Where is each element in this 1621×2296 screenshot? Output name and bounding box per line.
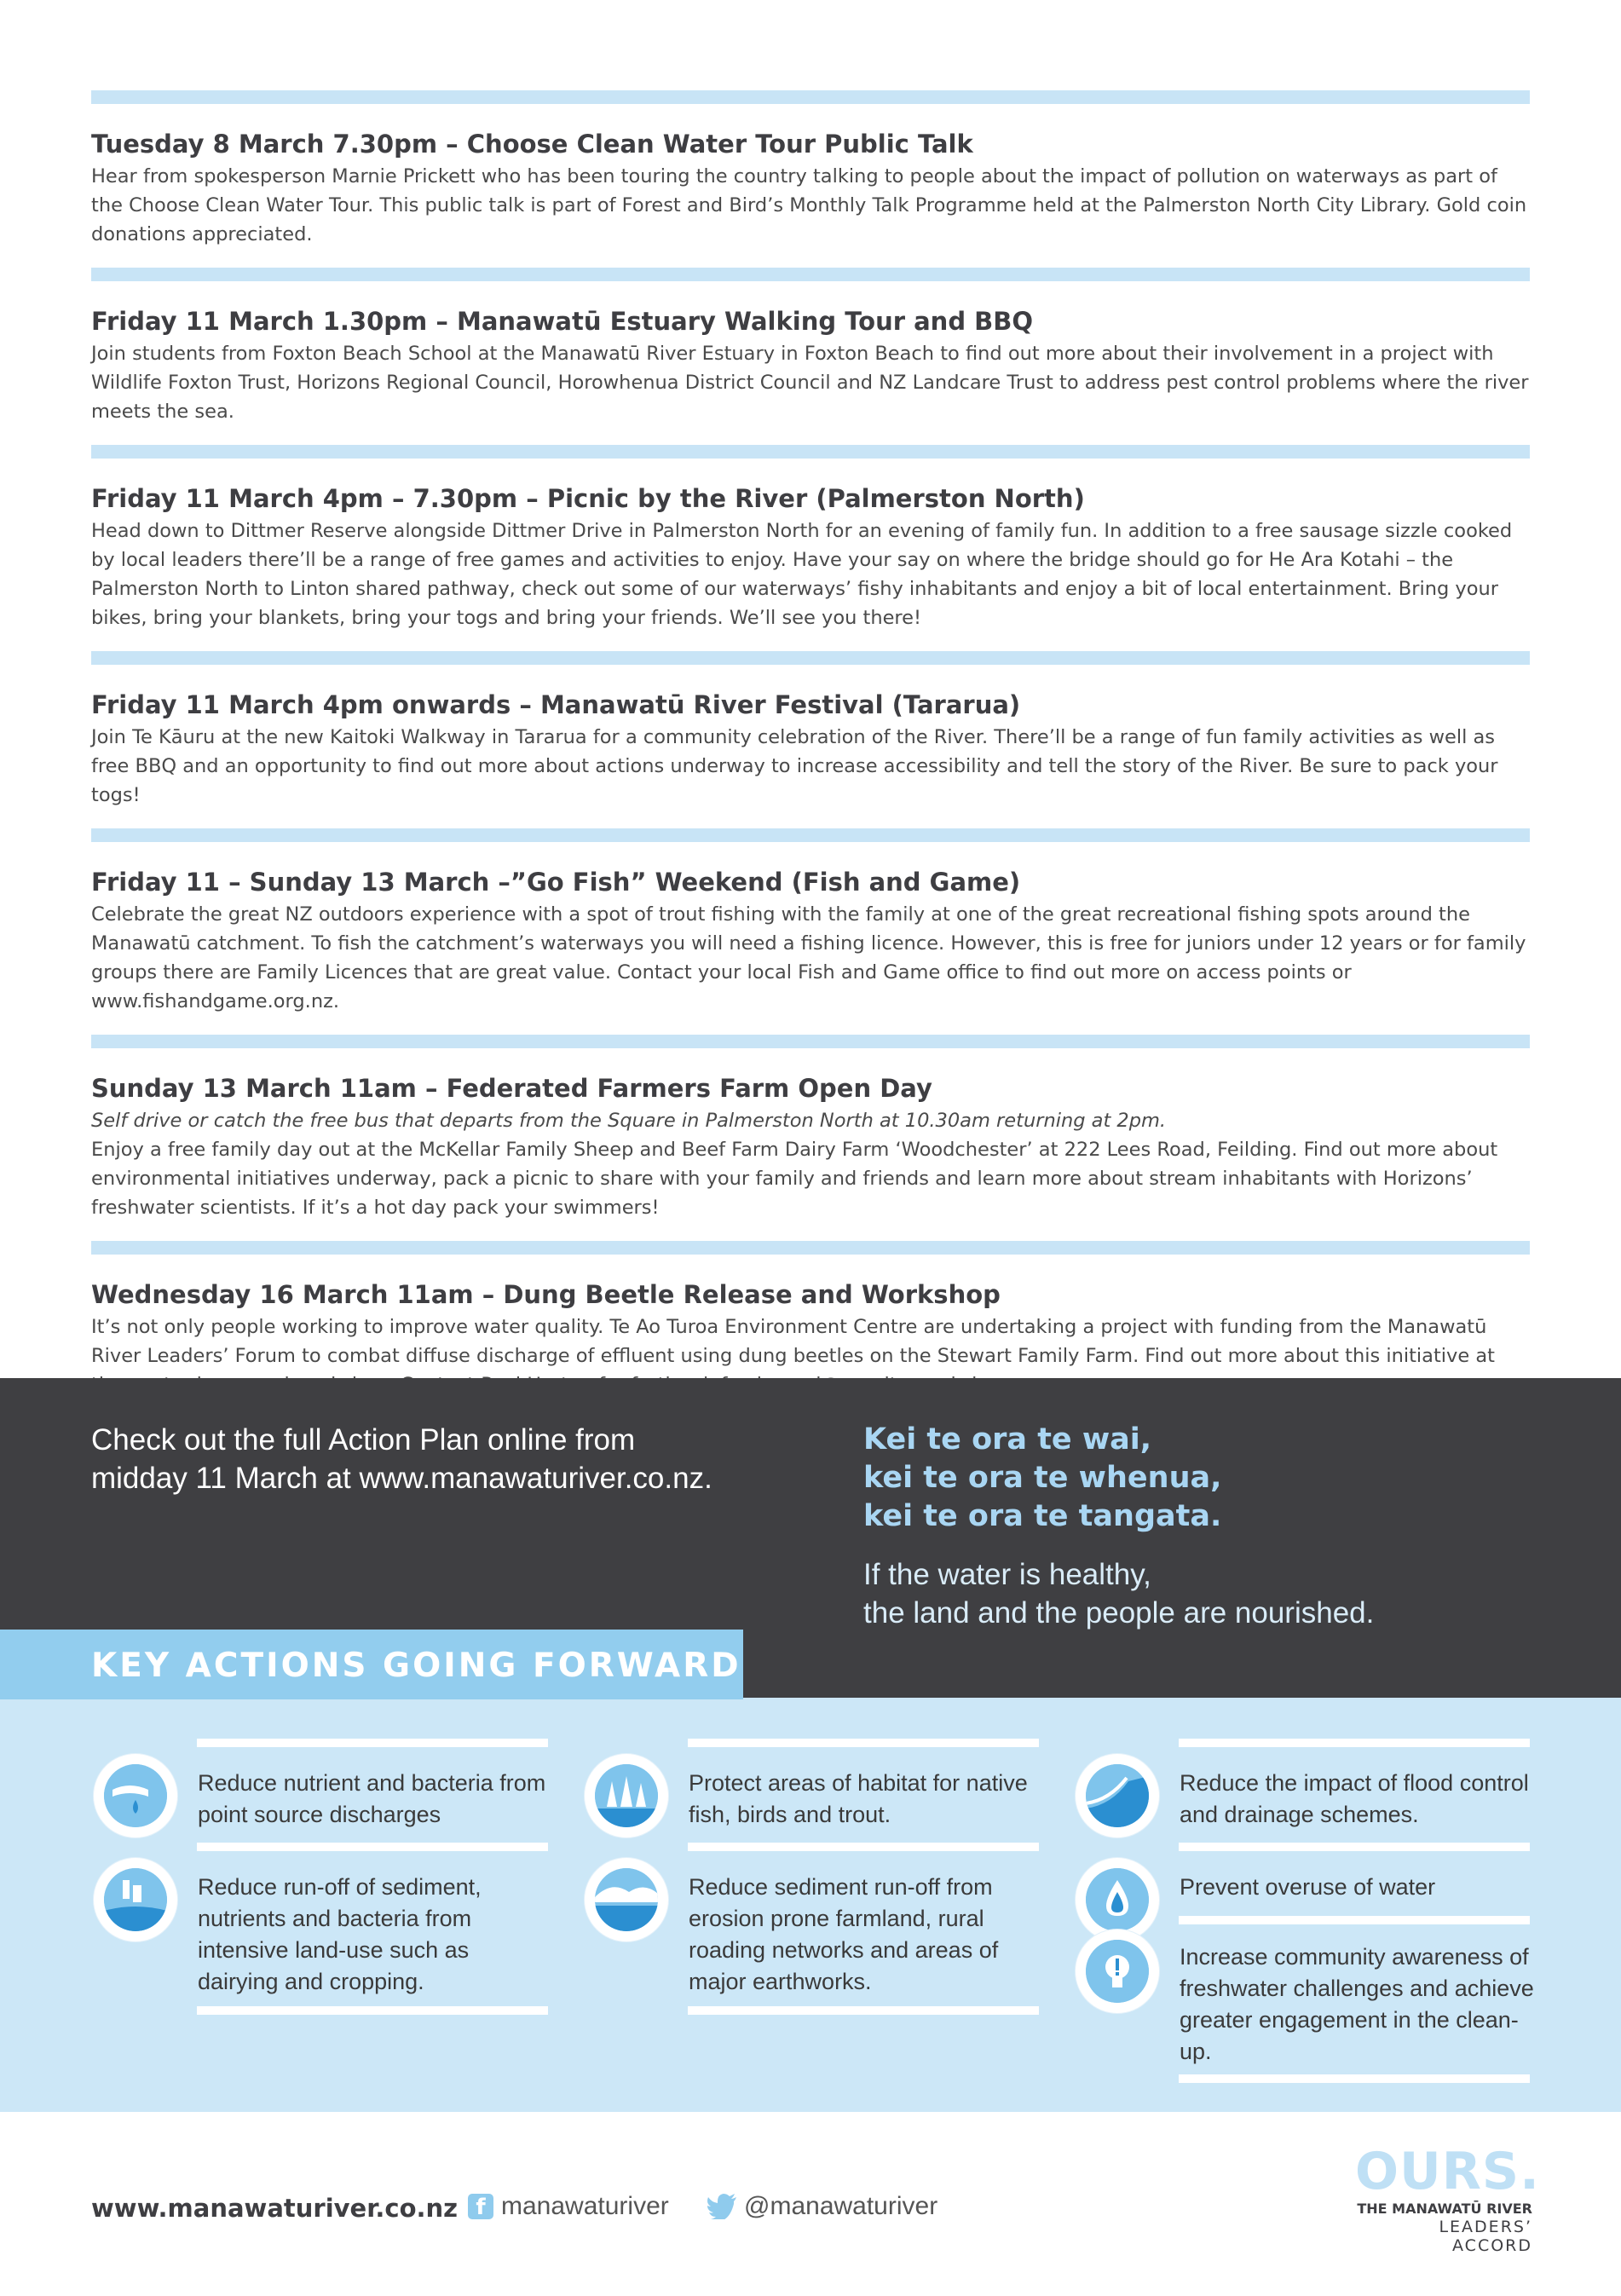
event-body: It’s not only people working to improve water quality. Te Ao Turoa Environment Centre are undertaking a project with funding from the Manawatū River Leaders’ Forum to combat diffuse discharge of effluent using dung beetles on the Stewart Family Farm. Find out more about this initiative at xyxy=(91,1316,1495,1367)
cta-line: Check out the full Action Plan online from xyxy=(91,1423,636,1457)
divider xyxy=(197,1843,548,1851)
event-title: Sunday 13 March 11am – Federated Farmers Farm Open Day xyxy=(91,1074,932,1103)
logo-line: LEADERS’ ACCORD xyxy=(1439,2218,1532,2255)
facebook-icon[interactable]: f xyxy=(468,2194,493,2219)
logo-wordmark: OURS. xyxy=(1355,2142,1540,2201)
key-actions-section xyxy=(0,1698,1621,2112)
translation-line: the land and the people are nourished. xyxy=(863,1596,1375,1630)
event-title: Friday 11 March 4pm onwards – Manawatū River Festival (Tararua) xyxy=(91,690,1021,719)
event-body: Celebrate the great NZ outdoors experience with a spot of trout fishing with the family at one of the great recreational fishing spots around the Manawatū catchment. To fish the catchment’s waterways you will need a fishing licence. However, this is free for juniors under 12 years or for family groups there are Family Licences that are great value. Contact your local Fish and Game office to find out more on access points or www.fishandgame.org.nz. xyxy=(91,903,1526,1012)
translation-line: If the water is healthy, xyxy=(863,1558,1151,1591)
event-title: Friday 11 March 1.30pm – Manawatū Estuary Walking Tour and BBQ xyxy=(91,307,1034,336)
divider xyxy=(1179,1916,1530,1924)
key-action-text: Prevent overuse of water xyxy=(1180,1874,1436,1900)
flood-wave-icon xyxy=(1076,1754,1159,1837)
maori-proverb xyxy=(863,1421,1221,1536)
proverb-line: Kei te ora te wai, xyxy=(863,1422,1152,1457)
event-item xyxy=(91,665,1530,828)
divider xyxy=(91,651,1530,665)
logo-line: THE MANAWATŪ RIVER xyxy=(1357,2201,1532,2217)
divider xyxy=(91,1035,1530,1048)
proverb-line: kei te ora te whenua, xyxy=(863,1461,1222,1495)
divider xyxy=(1179,2074,1530,2083)
twitter-icon[interactable] xyxy=(707,2194,737,2219)
facebook-handle[interactable]: manawaturiver xyxy=(501,2192,669,2220)
divider xyxy=(1179,1843,1530,1851)
habitat-icon xyxy=(585,1754,668,1837)
leaders-accord-logo xyxy=(1355,2142,1540,2255)
divider xyxy=(91,90,1530,104)
footer xyxy=(0,2112,1621,2296)
event-item xyxy=(91,281,1530,445)
divider xyxy=(91,828,1530,842)
event-body: Hear from spokesperson Marnie Prickett who has been touring the country talking to people about the impact of pollution on waterways as part of the Choose Clean Water Tour. This public talk is part of Forest and Bird’s Monthly Talk Programme held at the Palmerston North City Library. Gold coin donations appreciated. xyxy=(91,165,1527,245)
key-action-text: Protect areas of habitat for native fish, birds and trout. xyxy=(689,1770,1028,1827)
key-action-text: Reduce the impact of flood control and drainage schemes. xyxy=(1180,1770,1529,1827)
divider xyxy=(91,268,1530,281)
event-title: Tuesday 8 March 7.30pm – Choose Clean Water Tour Public Talk xyxy=(91,130,973,159)
event-body: Head down to Dittmer Reserve alongside Dittmer Drive in Palmerston North for an evening of family fun. In addition to a free sausage sizzle cooked by local leaders there’ll be a range of free games and activities to enjoy. Have your say on where the bridge should go for He Ara Kotahi – the Palmerston North to Linton shared pathway, check out some of our waterways’ fishy inhabitants and enjoy a bit of local entertainment. Bring your bikes, bring your blankets, bring your togs and bring your friends. We’ll see you there! xyxy=(91,520,1513,629)
event-item xyxy=(91,459,1530,651)
key-action-text: Increase community awareness of freshwater challenges and achieve greater engagement in the clean-up. xyxy=(1180,1944,1534,2064)
event-subtitle: Self drive or catch the free bus that departs from the Square in Palmerston North at 10.30am returning at 2pm. xyxy=(91,1110,1167,1132)
hills-erosion-icon xyxy=(585,1858,668,1941)
event-title: Wednesday 16 March 11am – Dung Beetle Release and Workshop xyxy=(91,1280,1001,1309)
divider xyxy=(91,445,1530,459)
cta-link-line[interactable]: midday 11 March at www.manawaturiver.co.nz. xyxy=(91,1462,712,1495)
key-actions-heading-tab xyxy=(0,1630,743,1699)
event-title: Friday 11 – Sunday 13 March –”Go Fish” Weekend (Fish and Game) xyxy=(91,868,1021,897)
event-body: Join Te Kāuru at the new Kaitoki Walkway in Tararua for a community celebration of the River. There’ll be a range of fun family activities as well as free BBQ and an opportunity to find out more about actions underway to increase accessibility and tell the story of the River. Be sure to pack your togs! xyxy=(91,726,1498,806)
event-body: Join students from Foxton Beach School at the Manawatū River Estuary in Foxton Beach to find out more about their involvement in a project with Wildlife Foxton Trust, Horizons Regional Council, Horowhenua District Council and NZ Landcare Trust to address pest control problems where the river meets the sea. xyxy=(91,343,1529,423)
key-action-text: Reduce run-off of sediment, nutrients and bacteria from intensive land-use such as dairying and cropping. xyxy=(198,1874,482,1994)
event-body: Enjoy a free family day out at the McKellar Family Sheep and Beef Farm Dairy Farm ‘Woodchester’ at 222 Lees Road, Feilding. Find out more about environmental initiatives underway, pack a picnic to share with your family and friends and learn more about stream inhabitants with Horizons’ freshwater scientists. If it’s a hot day pack your swimmers! xyxy=(91,1139,1498,1219)
event-item xyxy=(91,1048,1530,1241)
divider xyxy=(688,1843,1039,1851)
divider xyxy=(91,1241,1530,1255)
lightbulb-icon xyxy=(1076,1930,1159,2013)
key-action-text: Reduce sediment run-off from erosion prone farmland, rural roading networks and areas of major earthworks. xyxy=(689,1874,999,1994)
proverb-line: kei te ora te tangata. xyxy=(863,1499,1222,1533)
event-title: Friday 11 March 4pm – 7.30pm – Picnic by the River (Palmerston North) xyxy=(91,484,1085,513)
event-item xyxy=(91,842,1530,1035)
divider xyxy=(688,1739,1039,1747)
key-actions-heading: KEY ACTIONS GOING FORWARD xyxy=(91,1647,741,1685)
event-item xyxy=(91,104,1530,268)
twitter-handle[interactable]: @manawaturiver xyxy=(744,2192,938,2220)
water-tap-icon xyxy=(94,1754,177,1837)
english-translation xyxy=(863,1555,1374,1632)
action-plan-text xyxy=(91,1421,824,1497)
key-action-text: Reduce nutrient and bacteria from point source discharges xyxy=(198,1770,546,1827)
divider xyxy=(197,1739,548,1747)
website-link[interactable]: www.manawaturiver.co.nz xyxy=(91,2194,459,2223)
sediment-runoff-icon xyxy=(94,1858,177,1941)
events-list xyxy=(91,90,1530,1432)
divider xyxy=(1179,1739,1530,1747)
divider xyxy=(688,2006,1039,2015)
divider xyxy=(197,2006,548,2015)
